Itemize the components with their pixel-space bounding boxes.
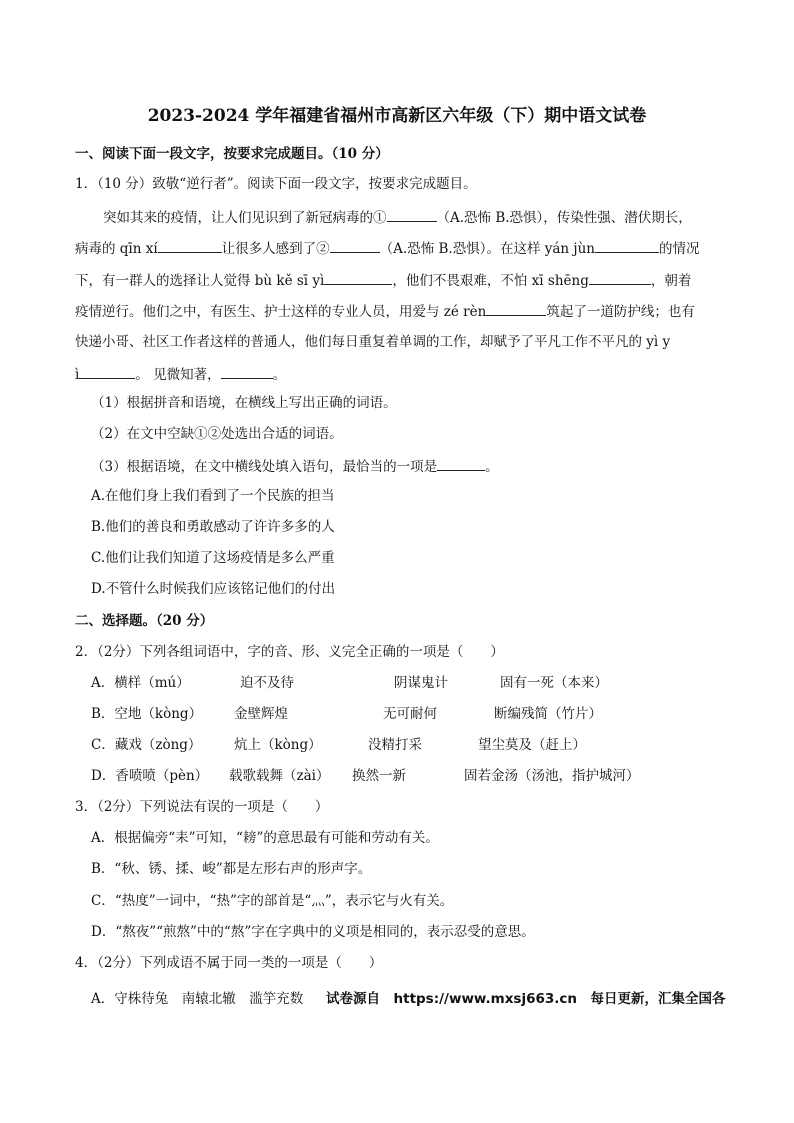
q2-cell: 阴谋鬼计 xyxy=(394,675,448,691)
sub3-end: 。 xyxy=(485,459,499,475)
q2-cell: C．藏戏（zòng） xyxy=(91,737,202,753)
q1-sub1: （1）根据拼音和语境，在横线上写出正确的词语。 xyxy=(91,395,397,411)
q1-option-b: B.他们的善良和勇敢感动了许许多多的人 xyxy=(91,519,335,535)
section2-heading: 二、选择题。（20 分） xyxy=(75,613,214,629)
q1-passage-line6 xyxy=(75,364,286,384)
q1-stem: 1．（10 分）致敬“逆行者”。阅读下面一段文字，按要求完成题目。 xyxy=(75,176,477,192)
q3-option-d: D．“熬夜”“煎熬”中的“熬”字在字典中的义项是相同的，表示忍受的意思。 xyxy=(91,924,535,940)
blank-sub3[interactable] xyxy=(437,456,485,471)
q2-cell: 固有一死（本来） xyxy=(500,675,608,691)
q1-passage-line4 xyxy=(75,301,695,321)
blank-qinxi[interactable] xyxy=(158,238,222,253)
blank-yiyi[interactable] xyxy=(79,364,135,379)
q3-option-b: B．“秋、锈、揉、峻”都是左形右声的形声字。 xyxy=(91,861,372,877)
passage-text: 下，有一群人的选择让人觉得 bù kě sī yì xyxy=(75,273,325,289)
passage-text: 。 见微知著， xyxy=(135,367,221,383)
q2-cell: 金壁辉煌 xyxy=(234,706,288,722)
exam-title: 2023-2024 学年福建省福州市高新区六年级（下）期中语文试卷 xyxy=(147,106,647,126)
source-watermark[interactable]: 试卷源自 https://www.mxsj663.cn 每日更新，汇集全国各 xyxy=(326,991,726,1007)
q2-cell: 无可耐何 xyxy=(383,706,437,722)
q2-cell: 换然一新 xyxy=(352,768,406,784)
q2-cell: 固若金汤（汤池，指护城河） xyxy=(464,768,640,784)
passage-text: 突如其来的疫情，让人们见识到了新冠病毒的① xyxy=(103,210,387,226)
passage-text: ，朝着 xyxy=(650,273,692,289)
q2-cell: D．香喷喷（pèn） xyxy=(91,768,209,784)
q2-cell: 望尘莫及（赶上） xyxy=(478,737,586,753)
q1-sub3 xyxy=(91,456,499,476)
q2-cell: 炕上（kòng） xyxy=(234,737,322,753)
q3-stem: 3．（2分）下列说法有误的一项是（ ） xyxy=(75,799,329,815)
blank-jianwei[interactable] xyxy=(221,364,273,379)
passage-text: 。 xyxy=(272,367,287,383)
q2-cell: 迫不及待 xyxy=(240,675,294,691)
q2-cell: 载歌载舞（zài） xyxy=(229,768,330,784)
q3-option-a: A．根据偏旁“耒”可知，“耪”的意思最有可能和劳动有关。 xyxy=(91,830,439,846)
q1-option-c: C.他们让我们知道了这场疫情是多么严重 xyxy=(91,550,335,566)
q1-passage-line5: 快递小哥、社区工作者这样的普通人，他们每日重复着单调的工作，却赋予了平凡工作不平凡的 yì y xyxy=(75,334,671,350)
q2-stem: 2．（2分）下列各组词语中，字的音、形、义完全正确的一项是（ ） xyxy=(75,644,504,660)
sub3-text: （3）根据语境，在文中横线处填入语句，最恰当的一项是 xyxy=(91,459,438,475)
passage-text: 疫情逆行。他们之中，有医生、护士这样的专业人员，用爱与 zé rèn xyxy=(75,304,487,320)
q1-sub2: （2）在文中空缺①②处选出合适的词语。 xyxy=(91,426,343,442)
blank-1[interactable] xyxy=(387,207,437,222)
q2-cell: 没精打采 xyxy=(368,737,422,753)
q1-passage-line3 xyxy=(75,270,691,290)
q2-cell: 断编残简（竹片） xyxy=(494,706,602,722)
q2-cell: B．空地（kòng） xyxy=(91,706,203,722)
passage-text: （A.恐怖 B.恐惧），传染性强、潜伏期长， xyxy=(436,210,692,226)
q3-option-c: C．“热度”一词中，“热”字的部首是“灬”，表示它与火有关。 xyxy=(91,893,454,909)
q1-option-d: D.不管什么时候我们应该铭记他们的付出 xyxy=(91,581,336,597)
q4-stem: 4．（2分）下列成语不属于同一类的一项是（ ） xyxy=(75,955,383,971)
passage-text: ì xyxy=(75,367,80,383)
q4-option-a: A．守株待兔 南辕北辙 滥竽充数 xyxy=(91,991,304,1007)
blank-bukesiyi[interactable] xyxy=(324,270,392,285)
blank-xisheng[interactable] xyxy=(589,270,651,285)
passage-text: 病毒的 qīn xí xyxy=(75,241,158,257)
q2-cell: A．横样（mú） xyxy=(91,675,190,691)
q1-passage-line2 xyxy=(75,238,700,258)
q1-passage-line1 xyxy=(103,207,692,227)
blank-zeren[interactable] xyxy=(486,301,546,316)
passage-text: 让很多人感到了② xyxy=(221,241,330,257)
passage-text: 的情况 xyxy=(659,241,700,257)
blank-2[interactable] xyxy=(330,238,380,253)
passage-text: 筑起了一道防护线；也有 xyxy=(546,304,695,320)
q1-option-a: A.在他们身上我们看到了一个民族的担当 xyxy=(91,488,335,504)
section1-heading: 一、阅读下面一段文字，按要求完成题目。（10 分） xyxy=(75,146,389,162)
blank-yanjun[interactable] xyxy=(595,238,659,253)
passage-text: ，他们不畏艰难，不怕 xī shēng xyxy=(392,273,589,289)
passage-text: （A.恐怖 B.恐惧）。在这样 yán jùn xyxy=(379,241,595,257)
